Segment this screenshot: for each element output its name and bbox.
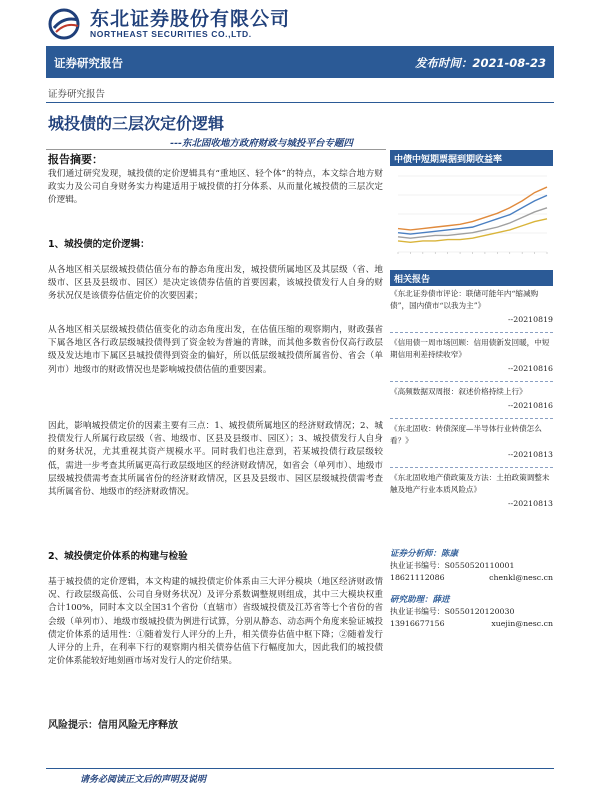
paragraph-system <box>48 576 383 668</box>
assistant-block <box>390 594 553 630</box>
paragraph-static <box>48 264 383 304</box>
divider <box>46 102 554 103</box>
company-name-cn: 东北证券股份有限公司 <box>90 8 291 30</box>
footer-divider <box>46 768 554 769</box>
header-banner <box>46 46 554 78</box>
page-title: 城投债的三层次定价逻辑 <box>48 114 225 133</box>
paragraph: 因此，影响城投债定价的因素主要有三点：1、城投债所属地区的经济财政情况；2、城投债发行人所属行政层级（省、地级市、区县及县级市、园区）；3、城投债发行人自身的财务状况，尤其重视其资产规模水平。同时我们也注意到，若某城投债行政层级较低，需进一步考查其所属更高行政层级地区的经济财政情况，如省会（单列市）、地级市层级城投债需考查其所属省份的经济财政情况，区县及县级市、园区层级城投债需考查其所属省份、地级市的经济财政情况。 <box>48 421 383 498</box>
divider <box>390 381 553 382</box>
paragraph: 从各地区相关层级城投债估值变化的动态角度出发，在估值压缩的观察期内，财政强省下属各地区各行政层级城投债得到了资金较为普遍的青睐，而其他多数省份仅高行政层级及发达地市下属区县城投债得到资金的偏好，所以低层级城投债所属省份、省会（单列市）地级市的财政情况也是影响城投债估值的重要因素。 <box>48 325 383 375</box>
report-date: --20210816 <box>508 364 553 373</box>
report-link[interactable]: 《东北证券债市评论：联储可能年内“缩减购债”，国内债市“以我为主”》 <box>390 289 539 310</box>
company-name-en: NORTHEAST SECURITIES CO.,LTD. <box>90 29 252 39</box>
divider <box>390 467 553 468</box>
report-category: 证券研究报告 <box>48 89 106 100</box>
list-item[interactable] <box>390 472 553 510</box>
assistant-cert: 执业证书编号：S0550120120030 <box>390 607 515 616</box>
report-date: --20210813 <box>508 499 553 508</box>
list-item[interactable] <box>390 288 553 326</box>
divider <box>46 149 386 150</box>
related-reports-list <box>390 288 553 516</box>
related-reports-label: 相关报告 <box>394 275 431 285</box>
paragraph: 基于城投债的定价逻辑，本文构建的城投债定价体系由三大评分模块（地区经济财政情况、行政层级高低、公司自身财务状况）及评分系数调整规则组成，其中三大模块权重合计100%，同时本文以全国31个省份（直辖市）省级城投债及江苏省等七个省份的省会级（单列市）、地级市级城投债为例进行试算，分别从静态、动态两个角度来验证城投债定价体系的适用性：①随着发行人评分的上升，相关债券估值中枢下降；②随着发行人评分的上升，在利率下行的观察期内相关债券估值下行幅度加大，因此我们的城投债定价体系能较好地刻画市场对发行人的定价结果。 <box>48 577 383 667</box>
risk-warning: 风险提示：信用风险无序释放 <box>48 720 178 731</box>
report-date: --20210819 <box>508 315 553 324</box>
report-link[interactable]: 《高频数据双周报：叙述价格持续上行》 <box>390 387 527 396</box>
paragraph-dynamic <box>48 324 383 377</box>
report-link[interactable]: 《东北固收地产债政策及方法：土拍政策调整未触及地产行业本质风险点》 <box>390 473 550 494</box>
section-heading-2: 2、城投债定价体系的构建与检验 <box>48 551 188 562</box>
assistant-email[interactable]: xuejin@nesc.cn <box>491 619 553 628</box>
analyst-name: 证券分析师：陈康 <box>390 549 459 559</box>
analyst-cert: 执业证书编号：S0550520110001 <box>390 561 515 570</box>
list-item[interactable] <box>390 423 553 461</box>
paragraph-intro <box>48 168 383 208</box>
divider <box>390 332 553 333</box>
report-date: --20210816 <box>508 401 553 410</box>
chart-title: 中债中短期票据到期收益率 <box>394 155 503 165</box>
report-link[interactable]: 《东北固收：转债深度—半导体行业转债怎么看？》 <box>390 424 542 445</box>
assistant-name: 研究助理：薛进 <box>390 595 450 605</box>
list-item[interactable] <box>390 337 553 375</box>
report-link[interactable]: 《信用债一周市场回顾：信用债新发回暖，中短期信用利差持续收窄》 <box>390 338 550 359</box>
list-item[interactable] <box>390 386 553 412</box>
company-logo <box>48 8 290 40</box>
yield-chart <box>390 168 553 268</box>
chart-title-bar <box>390 150 553 166</box>
related-reports-bar <box>390 270 553 286</box>
report-date: --20210813 <box>508 450 553 459</box>
paragraph: 我们通过研究发现，城投债的定价逻辑具有“重地区、轻个体”的特点，本文综合地方财政实力及公司自身财务实力构建适用于城投债的打分体系、从而量化城投债的三层次定价逻辑。 <box>48 169 383 206</box>
yield-chart-svg <box>390 168 553 268</box>
banner-report-type: 证券研究报告 <box>54 56 123 70</box>
chart-series-line <box>398 219 547 242</box>
paragraph: 从各地区相关层级城投债估值分布的静态角度出发，城投债所属地区及其层级（省、地级市、区县及县级市、园区）是决定该债券估值的首要因素，该城投债发行人自身的财务状况仅是该债券估值定价的次要因素； <box>48 265 383 302</box>
footer-disclaimer: 请务必阅读正文后的声明及说明 <box>80 775 207 785</box>
chart-series-line <box>398 187 547 230</box>
banner-publish-time: 发布时间：2021-08-23 <box>414 56 546 70</box>
page-subtitle: ---东北固收地方政府财政与城投平台专题四 <box>170 138 353 149</box>
paragraph-factors <box>48 420 383 499</box>
summary-label: 报告摘要： <box>48 153 103 166</box>
analyst-email[interactable]: chenkl@nesc.cn <box>489 573 553 582</box>
company-logo-icon <box>48 8 84 40</box>
analyst-block <box>390 548 553 584</box>
divider <box>390 418 553 419</box>
analyst-phone: 18621112086 <box>390 573 445 582</box>
section-heading-1: 1、城投债的定价逻辑： <box>48 239 150 250</box>
assistant-phone: 13916677156 <box>390 619 445 628</box>
